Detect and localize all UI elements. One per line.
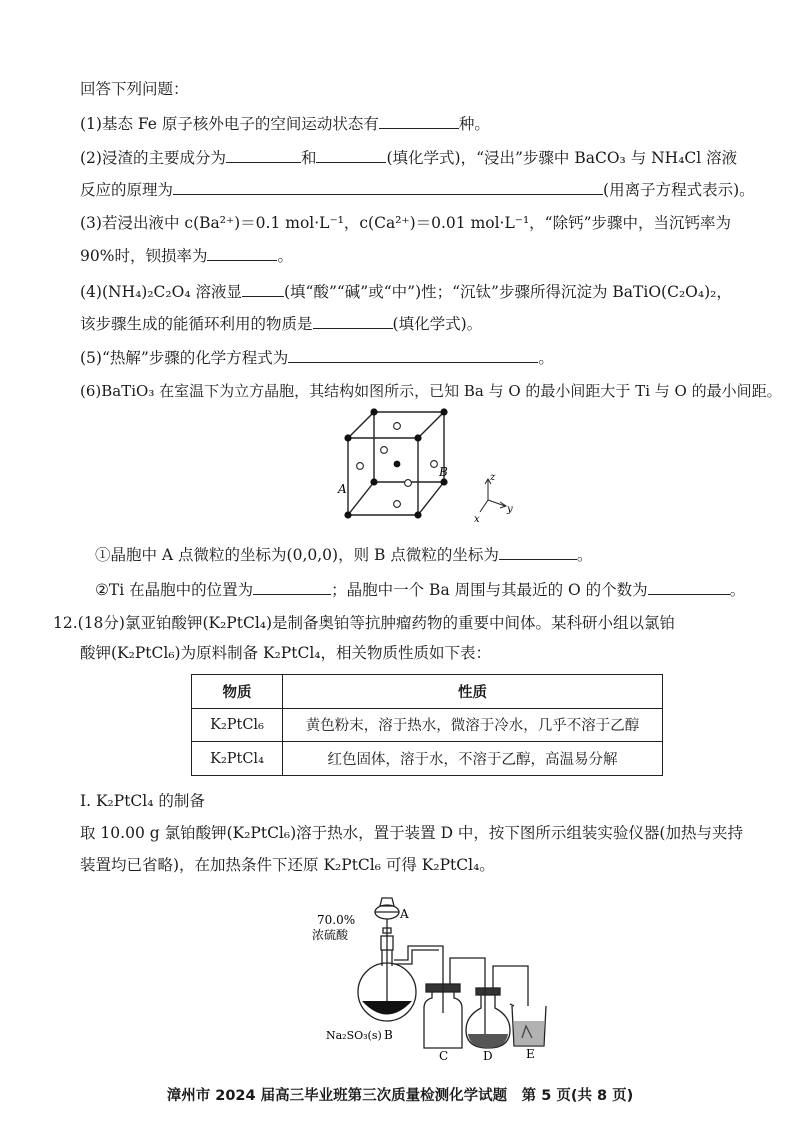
label-a: A <box>338 482 347 496</box>
table-row <box>192 742 663 776</box>
axis-y-label: y <box>507 504 513 515</box>
part-1-heading: Ⅰ. K₂PtCl₄ 的制备 <box>80 792 205 810</box>
q2-text-b: 和 <box>300 149 317 167</box>
flask-contents <box>362 1001 412 1015</box>
q4-text-c: 该步骤生成的能循环利用的物质是 <box>80 315 313 333</box>
q3-answer-blank[interactable] <box>207 244 277 261</box>
question-5 <box>80 346 760 369</box>
table-cell: K₂PtCl₆ <box>192 708 283 742</box>
table-header-row <box>192 675 663 709</box>
q6-s2-text-b: ；晶胞中一个 Ba 周围与其最近的 O 的个数为 <box>331 581 648 599</box>
question-3-line-2 <box>80 244 760 267</box>
q6-s2-text-a: ②Ti 在晶胞中的位置为 <box>95 581 254 599</box>
question-6-intro: (6)BaTiO₃ 在室温下为立方晶胞，其结构如图所示，已知 Ba 与 O 的最小间距大于 Ti 与 O 的最小间距。 <box>80 382 782 400</box>
q1-text: (1)基态 Fe 原子核外电子的空间运动状态有 <box>80 115 379 133</box>
question-12-line-1: 12.(18分)氯亚铂酸钾(K₂PtCl₄)是制备奥铂等抗肿瘤药物的重要中间体。某科研小组以氯铂 <box>53 614 676 632</box>
q4-blank-2[interactable] <box>313 312 393 329</box>
axis-x-label: x <box>474 514 480 525</box>
question-2-line-1 <box>80 146 760 169</box>
q2-blank-2[interactable] <box>316 146 386 163</box>
table-row <box>192 708 663 742</box>
q2-text-c: (填化学式)，“浸出”步骤中 BaCO₃ 与 NH₄Cl 溶液 <box>386 149 738 167</box>
q6-s1-blank[interactable] <box>499 543 577 560</box>
q5-answer-blank[interactable] <box>288 346 538 363</box>
q3-text-a: 90%时，钡损率为 <box>80 247 208 265</box>
label-b-flask: B <box>384 1028 393 1042</box>
q6-s2-suffix: 。 <box>729 581 746 599</box>
apparatus-figure <box>300 888 570 1070</box>
q2-blank-3[interactable] <box>173 178 603 195</box>
ti-center-atom <box>394 461 401 468</box>
q4-text-a: (4)(NH₄)₂C₂O₄ 溶液显 <box>80 283 242 301</box>
axes-icon <box>480 479 506 512</box>
question-3-line-1: (3)若浸出液中 c(Ba²⁺)＝0.1 mol·L⁻¹，c(Ca²⁺)＝0.01 mol·L⁻¹，“除钙”步骤中，当沉钙率为 <box>80 214 732 232</box>
table-cell: K₂PtCl₄ <box>192 742 283 776</box>
q3-text-b: 。 <box>277 247 293 265</box>
part-1-paragraph-line-1: 取 10.00 g 氯铂酸钾(K₂PtCl₆)溶于热水，置于装置 D 中，按下图所示组装实验仪器(加热与夹持 <box>80 824 743 842</box>
q2-blank-1[interactable] <box>226 146 301 163</box>
q2-text-a: (2)浸渣的主要成分为 <box>80 149 226 167</box>
table-cell: 黄色粉末，溶于热水，微溶于冷水，几乎不溶于乙醇 <box>283 708 663 742</box>
label-c-bottle: C <box>439 1049 449 1063</box>
q6-s1-suffix: 。 <box>576 546 593 564</box>
acid-name-label: 浓硫酸 <box>312 928 349 942</box>
q1-answer-blank[interactable] <box>379 112 459 129</box>
acid-concentration-label: 70.0% <box>317 913 356 927</box>
question-12-line-2: 酸钾(K₂PtCl₆)为原料制备 K₂PtCl₄，相关物质性质如下表： <box>80 644 491 662</box>
crystal-cell-figure <box>330 400 530 530</box>
property-table <box>191 674 663 776</box>
question-4-line-1 <box>80 280 760 303</box>
label-b: B <box>439 465 448 479</box>
label-a-funnel: A <box>400 907 409 921</box>
q4-text-b: (填“酸”“碱”或“中”)性；“沉钛”步骤所得沉淀为 BaTiO(C₂O₄)₂， <box>283 283 732 301</box>
section-intro: 回答下列问题： <box>80 80 189 98</box>
table-header-property: 性质 <box>283 675 663 709</box>
question-2-line-2 <box>80 178 760 201</box>
page-footer: 漳州市 2024 届高三毕业班第三次质量检测化学试题 第 5 页(共 8 页) <box>166 1088 634 1104</box>
q4-blank-1[interactable] <box>242 280 284 297</box>
q2-text-e: (用离子方程式表示)。 <box>603 181 755 199</box>
q5-text: (5)“热解”步骤的化学方程式为 <box>80 349 289 367</box>
q5-suffix: 。 <box>538 349 554 367</box>
separatory-funnel <box>375 898 399 936</box>
table-cell: 红色固体，溶于水，不溶于乙醇，高温易分解 <box>283 742 663 776</box>
q6-s1-text: ①晶胞中 A 点微粒的坐标为(0,0,0)，则 B 点微粒的坐标为 <box>95 546 499 564</box>
question-4-line-2 <box>80 312 760 335</box>
label-e-beaker: E <box>526 1047 535 1061</box>
q1-suffix: 种。 <box>458 115 490 133</box>
reagent-label: Na₂SO₃(s) <box>326 1029 382 1042</box>
q6-s2-blank-1[interactable] <box>253 578 331 595</box>
table-header-substance: 物质 <box>192 675 283 709</box>
label-d-flask: D <box>483 1049 493 1063</box>
question-1 <box>80 112 760 135</box>
part-1-paragraph-line-2: 装置均已省略)，在加热条件下还原 K₂PtCl₆ 可得 K₂PtCl₄。 <box>80 856 495 874</box>
q6-s2-blank-2[interactable] <box>648 578 730 595</box>
question-6-sub-1 <box>95 543 760 566</box>
q4-text-d: (填化学式)。 <box>392 315 483 333</box>
question-6-sub-2 <box>95 578 760 601</box>
beaker-e-liquid <box>514 1021 544 1046</box>
q2-text-d: 反应的原理为 <box>80 181 174 199</box>
axis-z-label: z <box>490 472 496 483</box>
